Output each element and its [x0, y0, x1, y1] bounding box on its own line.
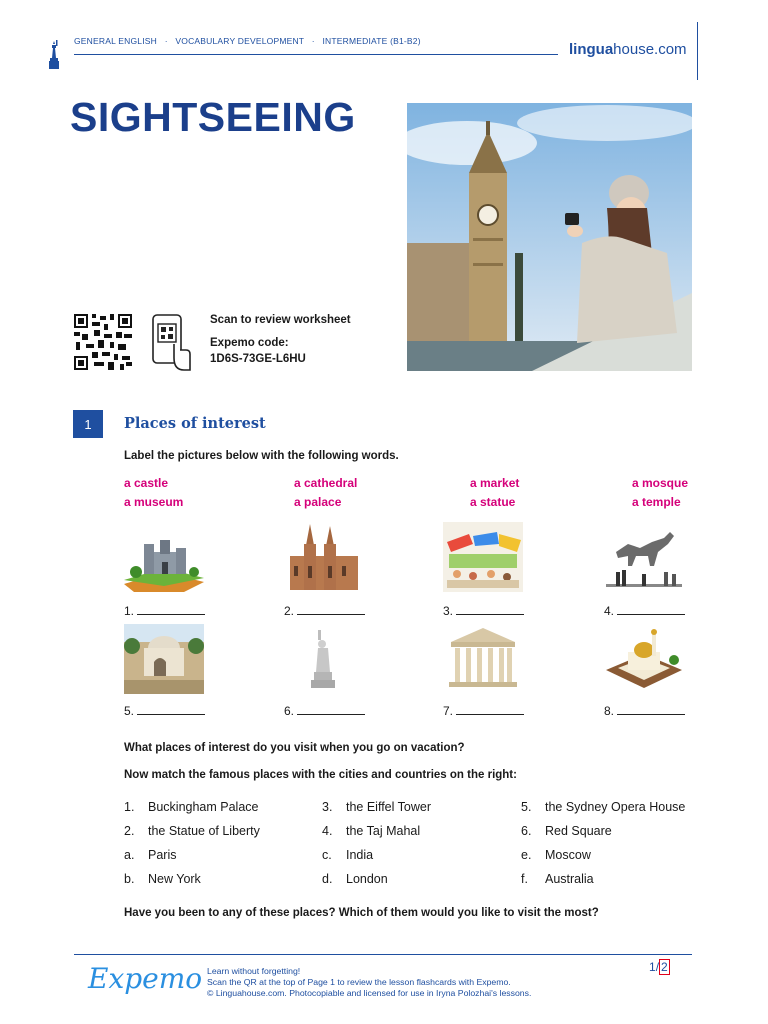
- blank-2[interactable]: 2.: [284, 604, 365, 618]
- scan-info: [210, 312, 351, 374]
- header-divider: [697, 22, 698, 80]
- crumb-separator: ·: [164, 36, 168, 46]
- blank-1[interactable]: 1.: [124, 604, 205, 618]
- match-item: d. London: [322, 872, 388, 886]
- brand-rest: house.com: [613, 41, 687, 58]
- word-museum: a museum: [124, 495, 184, 509]
- qr-code-icon[interactable]: [74, 314, 132, 370]
- page-number: 1/ 2: [649, 960, 668, 974]
- word-market: a market: [470, 476, 520, 490]
- section-title: Places of interest: [124, 415, 266, 432]
- next-page-link[interactable]: 2: [661, 960, 668, 974]
- footer-tagline: Learn without forgetting!: [207, 966, 301, 976]
- market-picture: [443, 522, 523, 592]
- phone-scan-icon: [150, 314, 192, 372]
- tourist-big-ben-photo: [407, 103, 692, 371]
- header-rule: [74, 54, 558, 55]
- footer-rule: [74, 954, 692, 955]
- match-item: f. Australia: [521, 872, 594, 886]
- blank-6[interactable]: 6.: [284, 704, 365, 718]
- instruction: Label the pictures below with the following words.: [124, 450, 399, 462]
- crumb-level: INTERMEDIATE (B1-B2): [322, 36, 421, 46]
- question-visited: Have you been to any of these places? Which of them would you like to visit the most?: [124, 907, 599, 919]
- match-item: c. India: [322, 848, 374, 862]
- breadcrumb: [74, 36, 421, 46]
- blank-4[interactable]: 4.: [604, 604, 685, 618]
- word-statue: a statue: [470, 495, 516, 509]
- mosque-picture: [604, 624, 684, 694]
- match-item: 6. Red Square: [521, 824, 612, 838]
- section-number: 1: [73, 410, 103, 438]
- word-castle: a castle: [124, 476, 169, 490]
- match-item: 1. Buckingham Palace: [124, 800, 259, 814]
- blank-7[interactable]: 7.: [443, 704, 524, 718]
- blank-3[interactable]: 3.: [443, 604, 524, 618]
- blank-8[interactable]: 8.: [604, 704, 685, 718]
- statue-of-liberty-icon: [46, 40, 62, 70]
- temple-picture: [443, 624, 523, 694]
- brand-bold: lingua: [569, 41, 614, 58]
- crumb-course: GENERAL ENGLISH: [74, 36, 157, 46]
- expemo-code-label: Expemo code:: [210, 337, 289, 349]
- question-vacation: What places of interest do you visit when you go on vacation?: [124, 742, 465, 754]
- match-item: 2. the Statue of Liberty: [124, 824, 260, 838]
- brand-logo[interactable]: [569, 41, 687, 58]
- blank-5[interactable]: 5.: [124, 704, 205, 718]
- cathedral-picture: [284, 522, 364, 592]
- footer-text: [207, 966, 531, 999]
- question-match: Now match the famous places with the cities and countries on the right:: [124, 769, 517, 781]
- match-item: a. Paris: [124, 848, 177, 862]
- word-cathedral: a cathedral: [294, 476, 358, 490]
- expemo-logo[interactable]: Expemo: [88, 962, 203, 995]
- match-item: b. New York: [124, 872, 201, 886]
- castle-picture: [124, 522, 204, 592]
- match-item: 3. the Eiffel Tower: [322, 800, 432, 814]
- statue-picture: [284, 624, 364, 694]
- word-palace: a palace: [294, 495, 342, 509]
- footer-copyright: © Linguahouse.com. Photocopiable and licensed for use in Iryna Polozhai's lessons.: [207, 988, 532, 998]
- crumb-separator: ·: [311, 36, 315, 46]
- match-item: 5. the Sydney Opera House: [521, 800, 686, 814]
- scan-label: Scan to review worksheet: [210, 314, 351, 326]
- word-mosque: a mosque: [632, 476, 689, 490]
- word-temple: a temple: [632, 495, 681, 509]
- match-item: e. Moscow: [521, 848, 591, 862]
- footer-instruction: Scan the QR at the top of Page 1 to review the lesson flashcards with Expemo.: [207, 977, 511, 987]
- match-item: 4. the Taj Mahal: [322, 824, 421, 838]
- palace-picture: [124, 624, 204, 694]
- page-title: SIGHTSEEING: [70, 94, 356, 140]
- expemo-code[interactable]: 1D6S-73GE-L6HU: [210, 353, 306, 365]
- museum-picture: [604, 522, 684, 592]
- crumb-topic: VOCABULARY DEVELOPMENT: [175, 36, 305, 46]
